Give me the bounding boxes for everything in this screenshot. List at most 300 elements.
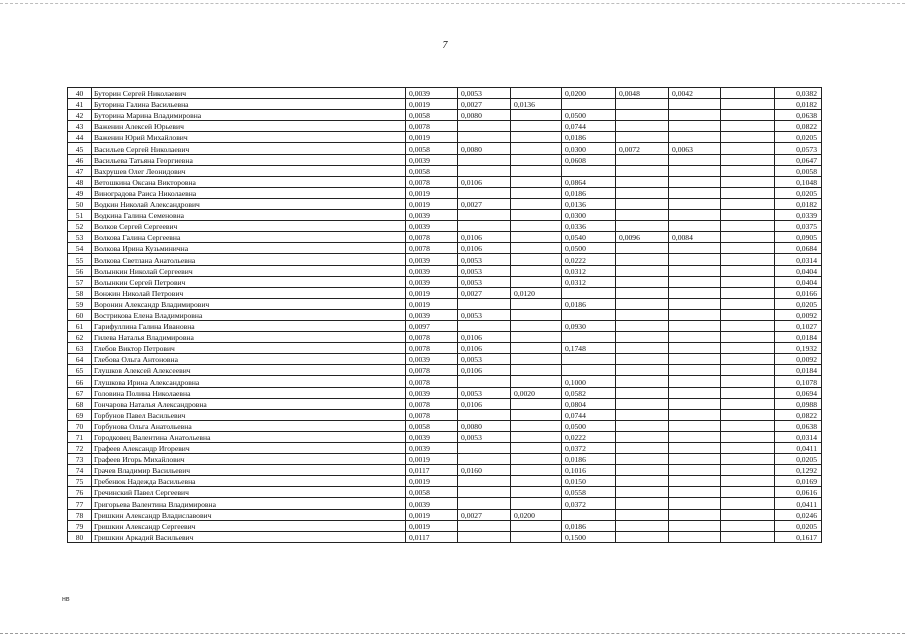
share-col-1-cell: 0,0039 <box>406 387 458 398</box>
share-col-7-cell <box>721 332 775 343</box>
share-col-4-cell: 0,0312 <box>562 265 616 276</box>
share-col-5-cell <box>616 198 669 209</box>
owner-name-cell: Волкова Ирина Кузьминична <box>92 243 406 254</box>
row-number-cell: 53 <box>68 232 92 243</box>
row-number-cell: 45 <box>68 143 92 154</box>
share-col-1-cell: 0,0117 <box>406 465 458 476</box>
share-col-1-cell: 0,0019 <box>406 99 458 110</box>
share-col-5-cell <box>616 110 669 121</box>
share-col-5-cell <box>616 320 669 331</box>
owner-name-cell: Ветошкина Оксана Викторовна <box>92 176 406 187</box>
share-col-5-cell <box>616 498 669 509</box>
share-col-2-cell <box>458 454 511 465</box>
share-col-6-cell <box>669 243 721 254</box>
share-col-6-cell <box>669 354 721 365</box>
owner-name-cell: Вонжин Николай Петрович <box>92 287 406 298</box>
table-row <box>68 332 822 343</box>
share-col-7-cell <box>721 531 775 542</box>
share-total-cell: 0,0184 <box>775 332 822 343</box>
share-col-6-cell <box>669 187 721 198</box>
share-col-7-cell <box>721 210 775 221</box>
share-col-6-cell <box>669 132 721 143</box>
share-col-7-cell <box>721 187 775 198</box>
table-row <box>68 376 822 387</box>
row-number-cell: 74 <box>68 465 92 476</box>
share-col-5-cell <box>616 520 669 531</box>
table-row <box>68 398 822 409</box>
owner-name-cell: Водкина Галина Семеновна <box>92 210 406 221</box>
share-col-1-cell: 0,0097 <box>406 320 458 331</box>
owner-name-cell: Гришкин Аркадий Васильевич <box>92 531 406 542</box>
share-col-4-cell: 0,0186 <box>562 132 616 143</box>
share-col-4-cell: 0,0500 <box>562 420 616 431</box>
share-col-1-cell: 0,0039 <box>406 354 458 365</box>
share-col-6-cell <box>669 431 721 442</box>
share-col-5-cell <box>616 99 669 110</box>
share-col-6-cell <box>669 99 721 110</box>
share-col-1-cell: 0,0078 <box>406 376 458 387</box>
row-number-cell: 59 <box>68 298 92 309</box>
share-total-cell: 0,0058 <box>775 165 822 176</box>
share-total-cell: 0,0184 <box>775 365 822 376</box>
table-row <box>68 454 822 465</box>
share-total-cell: 0,0205 <box>775 298 822 309</box>
share-col-6-cell: 0,0042 <box>669 88 721 99</box>
owner-name-cell: Васильева Татьяна Георгиевна <box>92 154 406 165</box>
table-row <box>68 210 822 221</box>
share-col-4-cell: 0,0744 <box>562 121 616 132</box>
share-col-1-cell: 0,0078 <box>406 176 458 187</box>
share-col-2-cell <box>458 531 511 542</box>
table-row <box>68 143 822 154</box>
share-col-2-cell: 0,0106 <box>458 176 511 187</box>
share-total-cell: 0,0411 <box>775 443 822 454</box>
share-col-4-cell <box>562 309 616 320</box>
share-total-cell: 0,1078 <box>775 376 822 387</box>
row-number-cell: 60 <box>68 309 92 320</box>
share-col-4-cell <box>562 99 616 110</box>
share-col-6-cell <box>669 276 721 287</box>
row-number-cell: 61 <box>68 320 92 331</box>
owner-name-cell: Григорьева Валентина Владимировна <box>92 498 406 509</box>
share-col-7-cell <box>721 154 775 165</box>
share-col-2-cell <box>458 443 511 454</box>
row-number-cell: 78 <box>68 509 92 520</box>
share-col-4-cell: 0,0804 <box>562 398 616 409</box>
table-row <box>68 343 822 354</box>
share-col-6-cell <box>669 221 721 232</box>
owner-name-cell: Буторин Сергей Николаевич <box>92 88 406 99</box>
table-row <box>68 121 822 132</box>
share-col-3-cell <box>511 332 562 343</box>
share-col-7-cell <box>721 498 775 509</box>
share-col-5-cell <box>616 443 669 454</box>
share-col-4-cell: 0,0582 <box>562 387 616 398</box>
row-number-cell: 49 <box>68 187 92 198</box>
share-col-3-cell <box>511 232 562 243</box>
share-total-cell: 0,0205 <box>775 187 822 198</box>
table-row <box>68 465 822 476</box>
owner-name-cell: Буторина Марина Владимировна <box>92 110 406 121</box>
share-col-2-cell <box>458 121 511 132</box>
table-row <box>68 298 822 309</box>
row-number-cell: 68 <box>68 398 92 409</box>
shares-table <box>67 87 822 543</box>
share-col-1-cell: 0,0078 <box>406 332 458 343</box>
share-col-7-cell <box>721 309 775 320</box>
table-row <box>68 509 822 520</box>
share-col-5-cell <box>616 287 669 298</box>
share-col-6-cell <box>669 287 721 298</box>
table-row <box>68 320 822 331</box>
share-total-cell: 0,0404 <box>775 265 822 276</box>
row-number-cell: 70 <box>68 420 92 431</box>
share-col-4-cell: 0,0500 <box>562 110 616 121</box>
share-col-2-cell: 0,0080 <box>458 143 511 154</box>
share-col-6-cell <box>669 509 721 520</box>
share-total-cell: 0,0205 <box>775 520 822 531</box>
share-col-3-cell <box>511 487 562 498</box>
share-col-3-cell <box>511 276 562 287</box>
row-number-cell: 64 <box>68 354 92 365</box>
share-col-1-cell: 0,0058 <box>406 110 458 121</box>
share-col-3-cell <box>511 88 562 99</box>
share-col-4-cell: 0,0372 <box>562 498 616 509</box>
table-row <box>68 221 822 232</box>
share-col-4-cell: 0,0558 <box>562 487 616 498</box>
share-col-6-cell <box>669 531 721 542</box>
share-col-7-cell <box>721 409 775 420</box>
share-col-7-cell <box>721 320 775 331</box>
share-col-7-cell <box>721 254 775 265</box>
row-number-cell: 48 <box>68 176 92 187</box>
share-col-1-cell: 0,0019 <box>406 476 458 487</box>
share-col-7-cell <box>721 465 775 476</box>
share-total-cell: 0,0205 <box>775 132 822 143</box>
row-number-cell: 42 <box>68 110 92 121</box>
owner-name-cell: Важенин Юрий Михайлович <box>92 132 406 143</box>
share-col-1-cell: 0,0058 <box>406 165 458 176</box>
share-col-2-cell: 0,0106 <box>458 332 511 343</box>
share-col-2-cell: 0,0027 <box>458 509 511 520</box>
share-col-4-cell: 0,0300 <box>562 210 616 221</box>
table-row <box>68 387 822 398</box>
share-col-2-cell: 0,0027 <box>458 99 511 110</box>
table-row <box>68 265 822 276</box>
share-total-cell: 0,0205 <box>775 454 822 465</box>
owner-name-cell: Вострикова Елена Владимировна <box>92 309 406 320</box>
owner-name-cell: Глушков Алексей Алексеевич <box>92 365 406 376</box>
row-number-cell: 58 <box>68 287 92 298</box>
table-row <box>68 409 822 420</box>
share-col-4-cell: 0,0186 <box>562 454 616 465</box>
share-col-6-cell <box>669 254 721 265</box>
share-col-1-cell: 0,0039 <box>406 276 458 287</box>
share-col-2-cell: 0,0106 <box>458 243 511 254</box>
share-col-4-cell: 0,0186 <box>562 187 616 198</box>
share-total-cell: 0,0638 <box>775 110 822 121</box>
share-col-3-cell: 0,0136 <box>511 99 562 110</box>
share-col-7-cell <box>721 121 775 132</box>
share-col-6-cell <box>669 154 721 165</box>
share-col-4-cell: 0,0312 <box>562 276 616 287</box>
share-col-7-cell <box>721 287 775 298</box>
share-col-2-cell: 0,0053 <box>458 309 511 320</box>
owner-name-cell: Глебов Виктор Петрович <box>92 343 406 354</box>
share-col-1-cell: 0,0078 <box>406 243 458 254</box>
table-row <box>68 365 822 376</box>
share-col-6-cell <box>669 343 721 354</box>
share-col-1-cell: 0,0078 <box>406 343 458 354</box>
row-number-cell: 66 <box>68 376 92 387</box>
share-col-2-cell <box>458 498 511 509</box>
owner-name-cell: Воронин Александр Владимирович <box>92 298 406 309</box>
share-col-6-cell <box>669 309 721 320</box>
share-col-4-cell: 0,0608 <box>562 154 616 165</box>
share-col-4-cell: 0,0930 <box>562 320 616 331</box>
row-number-cell: 51 <box>68 210 92 221</box>
row-number-cell: 77 <box>68 498 92 509</box>
share-total-cell: 0,0375 <box>775 221 822 232</box>
table-row <box>68 198 822 209</box>
share-col-7-cell <box>721 99 775 110</box>
share-total-cell: 0,0822 <box>775 121 822 132</box>
share-total-cell: 0,0404 <box>775 276 822 287</box>
share-col-1-cell: 0,0039 <box>406 210 458 221</box>
share-col-5-cell <box>616 265 669 276</box>
share-col-6-cell <box>669 409 721 420</box>
owner-name-cell: Горбунова Ольга Анатольевна <box>92 420 406 431</box>
share-col-5-cell <box>616 509 669 520</box>
share-col-7-cell <box>721 132 775 143</box>
owner-name-cell: Виноградова Раиса Николаевна <box>92 187 406 198</box>
share-col-3-cell <box>511 431 562 442</box>
share-col-5-cell <box>616 210 669 221</box>
share-total-cell: 0,0694 <box>775 387 822 398</box>
share-total-cell: 0,0092 <box>775 309 822 320</box>
share-col-7-cell <box>721 454 775 465</box>
share-col-5-cell <box>616 221 669 232</box>
share-col-6-cell: 0,0084 <box>669 232 721 243</box>
share-col-1-cell: 0,0078 <box>406 365 458 376</box>
share-col-2-cell: 0,0053 <box>458 265 511 276</box>
share-col-4-cell: 0,0336 <box>562 221 616 232</box>
share-col-3-cell <box>511 143 562 154</box>
share-total-cell: 0,0638 <box>775 420 822 431</box>
share-col-7-cell <box>721 487 775 498</box>
share-col-2-cell <box>458 320 511 331</box>
share-total-cell: 0,0382 <box>775 88 822 99</box>
table-row <box>68 132 822 143</box>
share-col-6-cell <box>669 476 721 487</box>
share-col-5-cell <box>616 387 669 398</box>
share-col-3-cell: 0,0200 <box>511 509 562 520</box>
share-total-cell: 0,0166 <box>775 287 822 298</box>
share-col-6-cell <box>669 387 721 398</box>
share-col-5-cell <box>616 176 669 187</box>
share-col-7-cell <box>721 398 775 409</box>
share-col-7-cell <box>721 343 775 354</box>
share-col-5-cell <box>616 187 669 198</box>
share-col-3-cell <box>511 154 562 165</box>
share-col-2-cell: 0,0106 <box>458 398 511 409</box>
table-row <box>68 498 822 509</box>
share-col-1-cell: 0,0019 <box>406 287 458 298</box>
share-col-3-cell <box>511 110 562 121</box>
row-number-cell: 79 <box>68 520 92 531</box>
table-row <box>68 243 822 254</box>
share-col-5-cell <box>616 254 669 265</box>
share-col-3-cell <box>511 465 562 476</box>
share-col-4-cell: 0,0150 <box>562 476 616 487</box>
owner-name-cell: Гилева Наталья Владимировна <box>92 332 406 343</box>
row-number-cell: 69 <box>68 409 92 420</box>
owner-name-cell: Волынкин Сергей Петрович <box>92 276 406 287</box>
share-col-5-cell <box>616 531 669 542</box>
share-col-3-cell <box>511 198 562 209</box>
share-col-6-cell <box>669 454 721 465</box>
share-col-3-cell <box>511 320 562 331</box>
share-col-1-cell: 0,0019 <box>406 187 458 198</box>
table-row <box>68 276 822 287</box>
owner-name-cell: Гришкин Александр Сергеевич <box>92 520 406 531</box>
share-col-2-cell: 0,0106 <box>458 232 511 243</box>
share-col-5-cell <box>616 309 669 320</box>
table-row <box>68 287 822 298</box>
share-col-5-cell <box>616 365 669 376</box>
share-col-1-cell: 0,0039 <box>406 221 458 232</box>
share-col-5-cell <box>616 409 669 420</box>
share-col-5-cell <box>616 154 669 165</box>
share-col-4-cell: 0,1500 <box>562 531 616 542</box>
owner-name-cell: Важенин Алексей Юрьевич <box>92 121 406 132</box>
share-col-4-cell: 0,0200 <box>562 88 616 99</box>
share-col-3-cell: 0,0020 <box>511 387 562 398</box>
row-number-cell: 52 <box>68 221 92 232</box>
row-number-cell: 67 <box>68 387 92 398</box>
share-col-1-cell: 0,0058 <box>406 487 458 498</box>
share-col-1-cell: 0,0039 <box>406 154 458 165</box>
table-row <box>68 88 822 99</box>
share-col-3-cell <box>511 454 562 465</box>
share-col-1-cell: 0,0019 <box>406 298 458 309</box>
share-total-cell: 0,0314 <box>775 431 822 442</box>
share-col-2-cell: 0,0053 <box>458 387 511 398</box>
share-col-2-cell <box>458 487 511 498</box>
share-col-7-cell <box>721 88 775 99</box>
share-col-1-cell: 0,0019 <box>406 198 458 209</box>
share-col-7-cell <box>721 143 775 154</box>
share-col-3-cell <box>511 254 562 265</box>
share-col-2-cell: 0,0106 <box>458 343 511 354</box>
row-number-cell: 72 <box>68 443 92 454</box>
table-row <box>68 154 822 165</box>
share-col-3-cell <box>511 343 562 354</box>
share-col-3-cell <box>511 398 562 409</box>
share-total-cell: 0,1048 <box>775 176 822 187</box>
share-col-5-cell <box>616 376 669 387</box>
share-col-6-cell <box>669 398 721 409</box>
row-number-cell: 43 <box>68 121 92 132</box>
share-col-2-cell: 0,0027 <box>458 198 511 209</box>
owner-name-cell: Гришкин Александр Владиславович <box>92 509 406 520</box>
owner-name-cell: Головина Полина Николаевна <box>92 387 406 398</box>
row-number-cell: 41 <box>68 99 92 110</box>
row-number-cell: 65 <box>68 365 92 376</box>
share-col-6-cell <box>669 487 721 498</box>
share-col-3-cell <box>511 443 562 454</box>
share-total-cell: 0,0092 <box>775 354 822 365</box>
share-col-3-cell <box>511 243 562 254</box>
share-total-cell: 0,1932 <box>775 343 822 354</box>
share-col-7-cell <box>721 354 775 365</box>
share-col-3-cell <box>511 265 562 276</box>
table-row <box>68 520 822 531</box>
share-col-5-cell <box>616 354 669 365</box>
share-col-2-cell: 0,0080 <box>458 110 511 121</box>
row-number-cell: 63 <box>68 343 92 354</box>
owner-name-cell: Волкова Светлана Анатольевна <box>92 254 406 265</box>
share-col-5-cell <box>616 398 669 409</box>
table-row <box>68 487 822 498</box>
share-col-7-cell <box>721 176 775 187</box>
share-col-5-cell: 0,0072 <box>616 143 669 154</box>
share-total-cell: 0,0314 <box>775 254 822 265</box>
scan-edge-bottom <box>0 633 905 634</box>
share-col-7-cell <box>721 110 775 121</box>
share-col-4-cell: 0,1016 <box>562 465 616 476</box>
share-col-7-cell <box>721 420 775 431</box>
share-col-4-cell <box>562 287 616 298</box>
share-col-6-cell <box>669 365 721 376</box>
share-col-6-cell <box>669 498 721 509</box>
owner-name-cell: Графеев Игорь Михайлович <box>92 454 406 465</box>
share-col-4-cell <box>562 354 616 365</box>
owner-name-cell: Глушкова Ирина Александровна <box>92 376 406 387</box>
share-col-2-cell <box>458 409 511 420</box>
owner-name-cell: Гребенюк Надежда Васильевна <box>92 476 406 487</box>
share-col-4-cell <box>562 165 616 176</box>
share-col-1-cell: 0,0039 <box>406 309 458 320</box>
page-number: 7 <box>442 40 448 51</box>
share-col-4-cell: 0,0222 <box>562 431 616 442</box>
share-col-7-cell <box>721 298 775 309</box>
row-number-cell: 76 <box>68 487 92 498</box>
share-total-cell: 0,0616 <box>775 487 822 498</box>
share-col-2-cell: 0,0027 <box>458 287 511 298</box>
share-col-3-cell <box>511 187 562 198</box>
share-col-3-cell <box>511 420 562 431</box>
share-col-1-cell: 0,0019 <box>406 509 458 520</box>
share-col-1-cell: 0,0039 <box>406 265 458 276</box>
share-total-cell: 0,0182 <box>775 198 822 209</box>
share-col-4-cell: 0,0744 <box>562 409 616 420</box>
share-col-4-cell: 0,1000 <box>562 376 616 387</box>
share-col-3-cell <box>511 298 562 309</box>
share-col-5-cell <box>616 132 669 143</box>
share-total-cell: 0,0411 <box>775 498 822 509</box>
share-col-4-cell <box>562 365 616 376</box>
share-col-4-cell <box>562 332 616 343</box>
share-col-5-cell <box>616 332 669 343</box>
share-col-4-cell: 0,0222 <box>562 254 616 265</box>
share-col-3-cell <box>511 365 562 376</box>
share-col-2-cell: 0,0053 <box>458 431 511 442</box>
share-col-7-cell <box>721 387 775 398</box>
share-col-1-cell: 0,0078 <box>406 398 458 409</box>
share-col-5-cell <box>616 121 669 132</box>
row-number-cell: 40 <box>68 88 92 99</box>
